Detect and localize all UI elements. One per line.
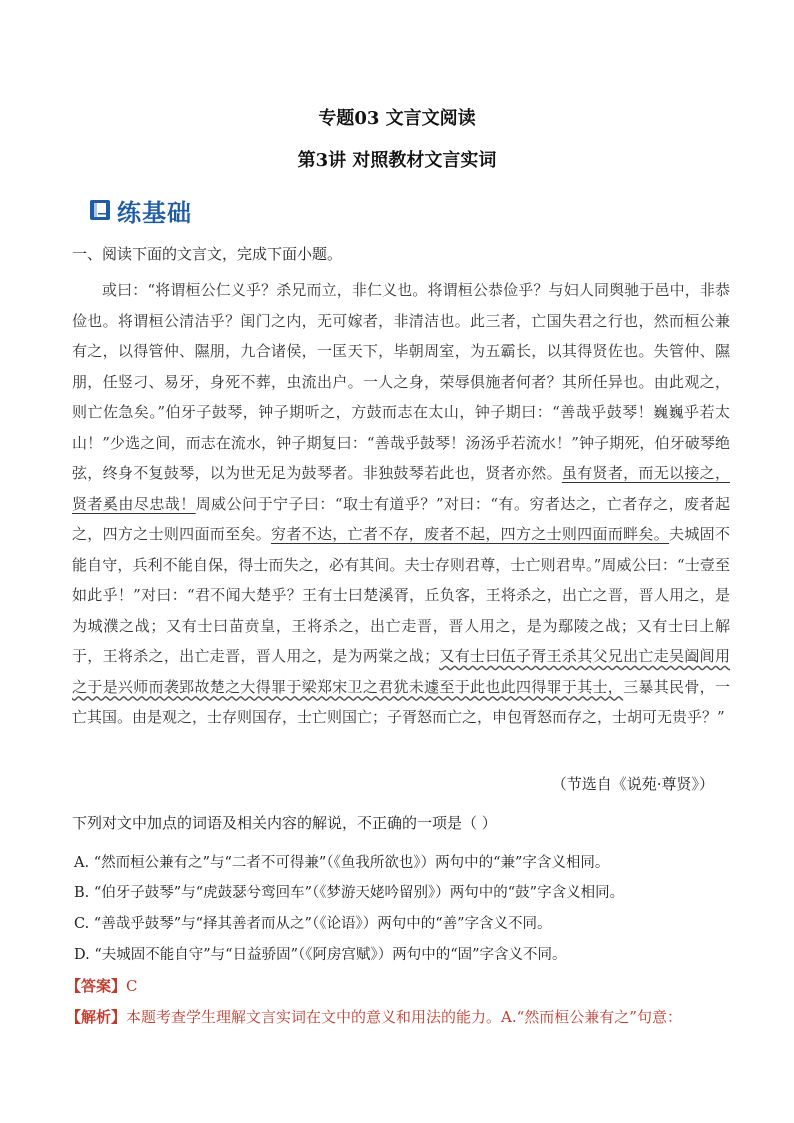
option-a: A. “然而桓公兼有之”与“二者不可得兼”（《鱼我所欲也》）两句中的“兼”字含义相同。 xyxy=(74,855,610,871)
passage-text: 周威公问于宁子曰：“取士有道乎？”对曰：“有。穷者达之，亡者存之，废者起之，四方之士则四面而至矣。 xyxy=(72,494,730,543)
option-c: C. “善哉乎鼓琴”与“择其善者而从之”（《论语》）两句中的“善”字含义不同。 xyxy=(74,916,552,932)
section-label: 练基础 xyxy=(117,198,192,227)
underlined-sentence-2: 穷者不达，亡者不存，废者不起，四方之士则四面而畔矣。 xyxy=(271,525,670,543)
wavy-underlined-sentence: 又有士曰伍子胥王杀其父兄出亡走吴阖闾用之于是兴师而袭郢故楚之大得罪于梁郑宋卫之君犹未遽至于此也此四得罪于其士， xyxy=(72,647,730,696)
analysis-text: 本题考查学生理解文言实词在文中的意义和用法的能力。A.“然而桓公兼有之”句意： xyxy=(126,1008,682,1026)
classical-passage xyxy=(72,275,730,733)
passage-text: 或曰：“将谓桓公仁义乎？杀兄而立，非仁义也。将谓桓公恭俭乎？与妇人同舆驰于邑中，非恭俭也。将谓桓公清洁乎？闺门之内，无可嫁者，非清洁也。此三者，亡国失君之行也，然而桓公兼有之，以得管仲、隰朋，九合诸侯，一匡天下，毕朝周室，为五霸长，以其得贤佐也。失管仲、隰朋，任竖刁、易牙，身死不葬，虫流出户。一人之身，荣辱俱施者何者？其所任异也。由此观之，则亡佐急矣。”伯牙子鼓琴，钟子期听之，方鼓而志在太山，钟子期曰：“善哉乎鼓琴！巍巍乎若太山！”少选之间，而志在流水，钟子期复曰：“善哉乎鼓琴！汤汤乎若流水！”钟子期死，伯牙破琴绝弦，终身不复鼓琴，以为世无足为鼓琴者。非独鼓琴若此也，贤者亦然。 xyxy=(72,281,730,482)
answer-value: C xyxy=(126,977,138,995)
option-b: B. “伯牙子鼓琴”与“虎鼓瑟兮鸾回车”（《梦游天姥吟留别》）两句中的“鼓”字含义相同。 xyxy=(74,885,625,901)
analysis-line xyxy=(66,1006,732,1027)
underlined-sentence-1: 虽有贤者，而无以接之，贤者奚由尽忠哉！ xyxy=(72,464,730,513)
option-d: D. “夫城固不能自守”与“日益骄固”（《阿房宫赋》）两句中的“固”字含义不同。 xyxy=(74,947,567,963)
passage-paragraph xyxy=(72,275,730,733)
book-icon xyxy=(89,199,111,221)
reading-instruction: 一、阅读下面的文言文，完成下面小题。 xyxy=(72,245,343,263)
passage-text: 夫城固不能自守，兵利不能自保，得士而失之，必有其间。夫士存则君尊，士亡则君卑。”周威公曰：“士壹至如此乎！”对曰：“君不闻大楚乎？王有士曰楚溪胥，丘负客，王将杀之，出亡之晋，晋人用之，是为城濮之战；又有士曰苗贲皇，王将杀之，出亡走晋，晋人用之，是为鄢陵之战；又有士曰上解于，王将杀之，出亡走晋，晋人用之，是为两棠之战； xyxy=(72,525,730,665)
passage-text: 三暴其民骨，一亡其国。由是观之，士存则国存，士亡则国亡；子胥怒而亡之，申包胥怒而存之，士胡可无贵乎？” xyxy=(72,677,730,726)
question-stem: 下列对文中加点的词语及相关内容的解说，不正确的一项是（ ） xyxy=(72,814,497,832)
section-heading xyxy=(89,193,192,227)
answer-label: 【答案】 xyxy=(66,977,127,995)
answer-line xyxy=(66,975,138,996)
document-subtitle: 第3讲 对照教材文言实词 xyxy=(297,150,497,171)
passage-source: （节选自《说苑·尊贤》） xyxy=(551,775,714,793)
analysis-label: 【解析】 xyxy=(66,1008,127,1026)
document-title: 专题03 文言文阅读 xyxy=(318,108,476,129)
